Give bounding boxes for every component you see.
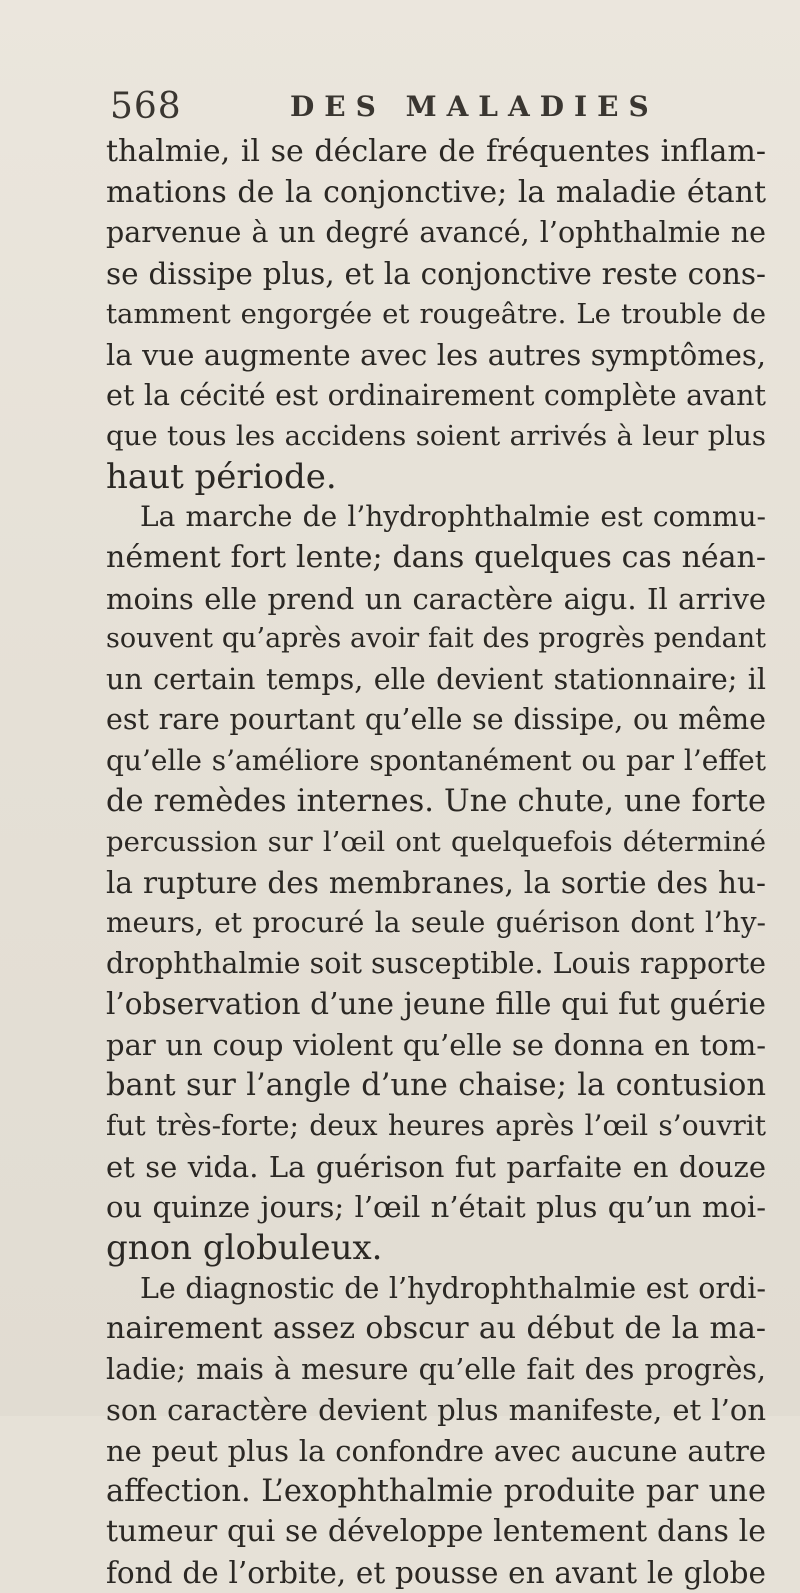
text-line: percussion sur l’œil ont quelquefois déterminé bbox=[106, 826, 766, 859]
page-number: 568 bbox=[110, 86, 182, 127]
text-line: ladie; mais à mesure qu’elle fait des progrès, bbox=[106, 1352, 766, 1386]
text-line: se dissipe plus, et la conjonctive reste cons- bbox=[106, 256, 766, 291]
running-head: DES MALADIES bbox=[290, 90, 659, 123]
text-line: l’observation d’une jeune fille qui fut guérie bbox=[106, 987, 766, 1022]
text-line: souvent qu’après avoir fait des progrès pendant bbox=[106, 623, 766, 655]
text-line: nairement assez obscur au début de la ma- bbox=[106, 1311, 766, 1347]
text-line: haut période. bbox=[106, 456, 337, 497]
text-line: son caractère devient plus manifeste, et l’on bbox=[106, 1393, 766, 1428]
text-line: tumeur qui se développe lentement dans le bbox=[106, 1514, 766, 1550]
text-line: qu’elle s’améliore spontanément ou par l’effet bbox=[106, 743, 766, 777]
text-line: et la cécité est ordinairement complète avant bbox=[106, 378, 766, 412]
text-line: ou quinze jours; l’œil n’était plus qu’un moi- bbox=[106, 1190, 766, 1225]
text-line: drophthalmie soit susceptible. Louis rapporte bbox=[106, 946, 767, 980]
text-line: la vue augmente avec les autres symptômes, bbox=[106, 337, 766, 372]
text-line: de remèdes internes. Une chute, une forte bbox=[106, 783, 766, 819]
text-line: thalmie, il se déclare de fréquentes inflam- bbox=[106, 134, 766, 169]
text-line: bant sur l’angle d’une chaise; la contusion bbox=[106, 1067, 766, 1103]
page-header bbox=[110, 86, 750, 130]
text-line: affection. L’exophthalmie produite par une bbox=[106, 1473, 766, 1509]
text-line: est rare pourtant qu’elle se dissipe, ou même bbox=[106, 703, 766, 737]
text-line: meurs, et procuré la seule guérison dont l’hy- bbox=[106, 906, 766, 940]
text-line: et se vida. La guérison fut parfaite en douze bbox=[106, 1149, 766, 1184]
text-line: fond de l’orbite, et pousse en avant le globe bbox=[106, 1555, 766, 1590]
text-line: que tous les accidens soient arrivés à leur plus bbox=[106, 420, 766, 453]
text-line: ne peut plus la confondre avec aucune autre bbox=[106, 1434, 766, 1468]
text-line: mations de la conjonctive; la maladie étant bbox=[106, 174, 766, 210]
text-line: gnon globuleux. bbox=[106, 1228, 383, 1269]
text-line: par un coup violent qu’elle se donna en tom- bbox=[106, 1028, 766, 1063]
text-line: parvenue à un degré avancé, l’ophthalmie ne bbox=[106, 216, 766, 250]
text-line: nément fort lente; dans quelques cas néan- bbox=[106, 539, 766, 575]
body-text bbox=[106, 132, 766, 1593]
text-line: fut très-forte; deux heures après l’œil s’ouvrit bbox=[106, 1109, 766, 1143]
text-line: Le diagnostic de l’hydrophthalmie est ordi- bbox=[140, 1271, 766, 1305]
text-line: moins elle prend un caractère aigu. Il arrive bbox=[106, 581, 766, 616]
text-line: la rupture des membranes, la sortie des hu- bbox=[106, 865, 766, 900]
text-line: tamment engorgée et rougeâtre. Le trouble de bbox=[106, 298, 766, 331]
text-line: un certain temps, elle devient stationnaire; il bbox=[106, 662, 766, 696]
text-line: La marche de l’hydrophthalmie est commu- bbox=[140, 500, 766, 534]
